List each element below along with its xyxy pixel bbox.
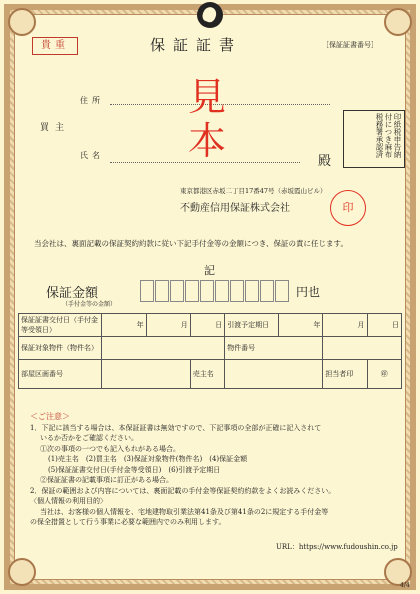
amount-digit-box[interactable] <box>245 280 259 302</box>
privacy-heading: 〈個人情報の利用目的〉 <box>30 497 107 505</box>
handover-day[interactable]: 日 <box>367 314 402 337</box>
buyer-label: 買主 <box>40 123 71 133</box>
property-no-label: 物件番号 <box>225 337 323 360</box>
sample-watermark: 見本 <box>188 75 227 163</box>
handover-year[interactable]: 年 <box>279 314 323 337</box>
staff-seal[interactable]: ㊞ <box>367 360 402 389</box>
issue-date-label: 保証証書交付日（手付金等受領日） <box>19 314 102 337</box>
guarantor-address: 東京都港区赤坂二丁目17番47号（赤坂霞山ビル） <box>180 187 327 195</box>
address-label: 住所 <box>80 96 104 105</box>
note-1e: (5)保証証書交付日(手付金等受領日) (6)引渡予定期日 <box>48 465 221 474</box>
company-seal: 印 <box>330 190 366 226</box>
corner-ornament-icon <box>8 558 36 586</box>
issue-day[interactable]: 日 <box>190 314 224 337</box>
property-no-field[interactable] <box>323 337 402 360</box>
corner-ornament-icon <box>384 8 412 36</box>
amount-digit-box[interactable] <box>140 280 154 302</box>
staff-label: 担当者印 <box>323 360 367 389</box>
page-number: 4/4 <box>400 582 410 589</box>
company-url[interactable]: URL：https://www.fudoushin.co.jp <box>276 543 398 551</box>
room-field[interactable] <box>102 360 190 389</box>
note-1c: ①次の事項の一つでも記入もれがある場合。 <box>40 444 180 453</box>
amount-label: 保証金額 <box>46 286 99 301</box>
property-field[interactable] <box>102 337 225 360</box>
note-1b: いるか否かをご確認ください。 <box>40 434 138 442</box>
amount-digit-box[interactable] <box>185 280 199 302</box>
company-logo-icon <box>197 2 223 28</box>
note-1: 1．下記に該当する場合は、本保証証書は無効ですので、下記事項の全部が正確に記入されて <box>30 423 322 432</box>
notes-section <box>30 412 335 528</box>
details-table <box>18 313 402 389</box>
page-title: 保証証書 <box>150 36 243 54</box>
room-label: 部屋区画番号 <box>19 360 102 389</box>
guarantor-name: 不動産信用保証株式会社 <box>180 203 290 214</box>
amount-digit-box[interactable] <box>215 280 229 302</box>
amount-suffix: 円也 <box>296 285 321 299</box>
cert-number-label: ［保証証書番号］ <box>322 41 378 49</box>
amount-digit-box[interactable] <box>170 280 184 302</box>
issue-year[interactable]: 年 <box>102 314 146 337</box>
property-label: 保証対象物件（物件名） <box>19 337 102 360</box>
amount-digit-box[interactable] <box>155 280 169 302</box>
stamp-tax-note: 印紙税申告納付につき麻布税務署承認済 <box>343 110 405 168</box>
name-label: 氏名 <box>80 151 104 160</box>
notes-heading: ＜ご注意＞ <box>30 412 70 421</box>
amount-digit-box[interactable] <box>275 280 289 302</box>
handover-label: 引渡予定期日 <box>225 314 279 337</box>
amount-digit-box[interactable] <box>260 280 274 302</box>
issue-month[interactable]: 月 <box>146 314 190 337</box>
privacy-2: の保全措置として行う事業に必要な範囲内でのみ利用します。 <box>30 518 226 526</box>
honorific: 殿 <box>318 154 332 169</box>
privacy-1: 当社は、お客様の個人情報を、宅地建物取引業法第41条及び第41条の2に規定する手付金等 <box>40 507 329 516</box>
guarantee-statement: 当会社は、裏面記載の保証契約約款に従い下記手付金等の金額につき、保証の責に任じます。 <box>34 239 348 248</box>
ki-heading: 記 <box>204 264 215 277</box>
seller-label: 売主名 <box>190 360 224 389</box>
seller-field[interactable] <box>225 360 323 389</box>
note-1f: ②保証証書の記載事項に訂正がある場合。 <box>40 476 173 484</box>
note-2: 2．保証の範囲および内容については、裏面記載の手付金等保証契約約款をよくお読みください。 <box>30 486 336 495</box>
handover-month[interactable]: 月 <box>323 314 367 337</box>
note-1d: (1)売主名 (2)買主名 (3)保証対象物件(物件名) (4)保証金額 <box>48 455 248 463</box>
amount-digit-box[interactable] <box>230 280 244 302</box>
amount-digit-box[interactable] <box>200 280 214 302</box>
corner-ornament-icon <box>8 8 36 36</box>
amount-sublabel: （手付金等の金額） <box>62 301 117 308</box>
valuable-badge: 貴重 <box>32 37 78 55</box>
